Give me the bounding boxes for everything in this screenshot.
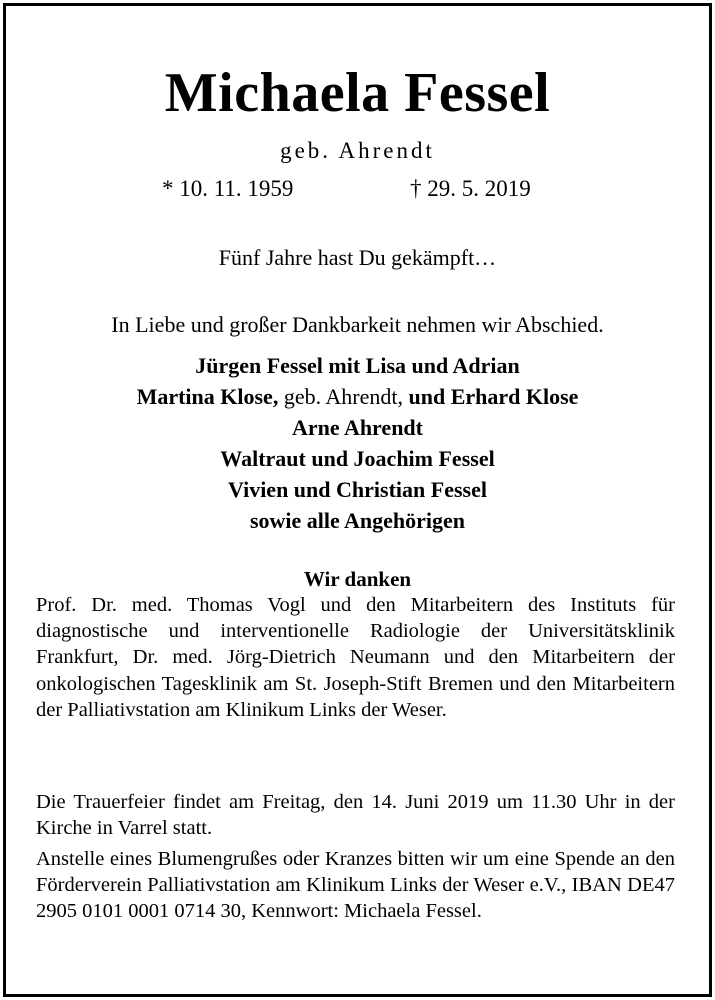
mourner-name: Martina Klose, [136, 384, 279, 409]
mourner-line: sowie alle Angehörigen [249, 508, 466, 533]
maiden-name: geb. Ahrendt [280, 138, 435, 163]
thanks-heading: Wir danken [303, 567, 412, 591]
donation-paragraph: Anstelle eines Blumengrußes oder Kranzes bitten wir um eine Spende an den Förderverein Palliativstation am Klinikum Links der Weser e.V., IBAN DE47 2905 0101 0001 0714 30, Kennwort: Michaela Fessel. [36, 848, 675, 923]
mourner-name: und Erhard Klose [408, 384, 579, 409]
mourner-line: Vivien und Christian Fessel [228, 477, 487, 502]
mourners-list [0, 350, 715, 536]
deceased-name: Michaela Fessel [164, 62, 551, 124]
farewell-line: In Liebe und großer Dankbarkeit nehmen wir Abschied. [111, 312, 604, 337]
quote: Fünf Jahre hast Du gekämpft… [218, 245, 497, 270]
funeral-paragraph: Die Trauerfeier findet am Freitag, den 14. Juni 2019 um 11.30 Uhr in der Kirche in Varrel statt. [36, 791, 675, 840]
mourner-line: Waltraut und Joachim Fessel [220, 446, 495, 471]
thanks-paragraph: Prof. Dr. med. Thomas Vogl und den Mitarbeitern des Instituts für diagnostische und interventionelle Radiologie der Universitätsklinik Frankfurt, Dr. med. Jörg-Dietrich Neumann und den Mitarbeitern der onkologischen Tagesklinik am St. Joseph-Stift Bremen und den Mitarbeitern der Palliativstation am Klinikum Links der Weser. [36, 594, 675, 721]
mourner-line: Arne Ahrendt [292, 415, 423, 440]
mourner-line: Jürgen Fessel mit Lisa und Adrian [195, 353, 520, 378]
mourner-maiden-name: geb. Ahrendt, [278, 384, 409, 409]
birth-date: * 10. 11. 1959 [162, 176, 294, 201]
mourner-line [0, 381, 715, 412]
death-date: † 29. 5. 2019 [410, 176, 531, 201]
